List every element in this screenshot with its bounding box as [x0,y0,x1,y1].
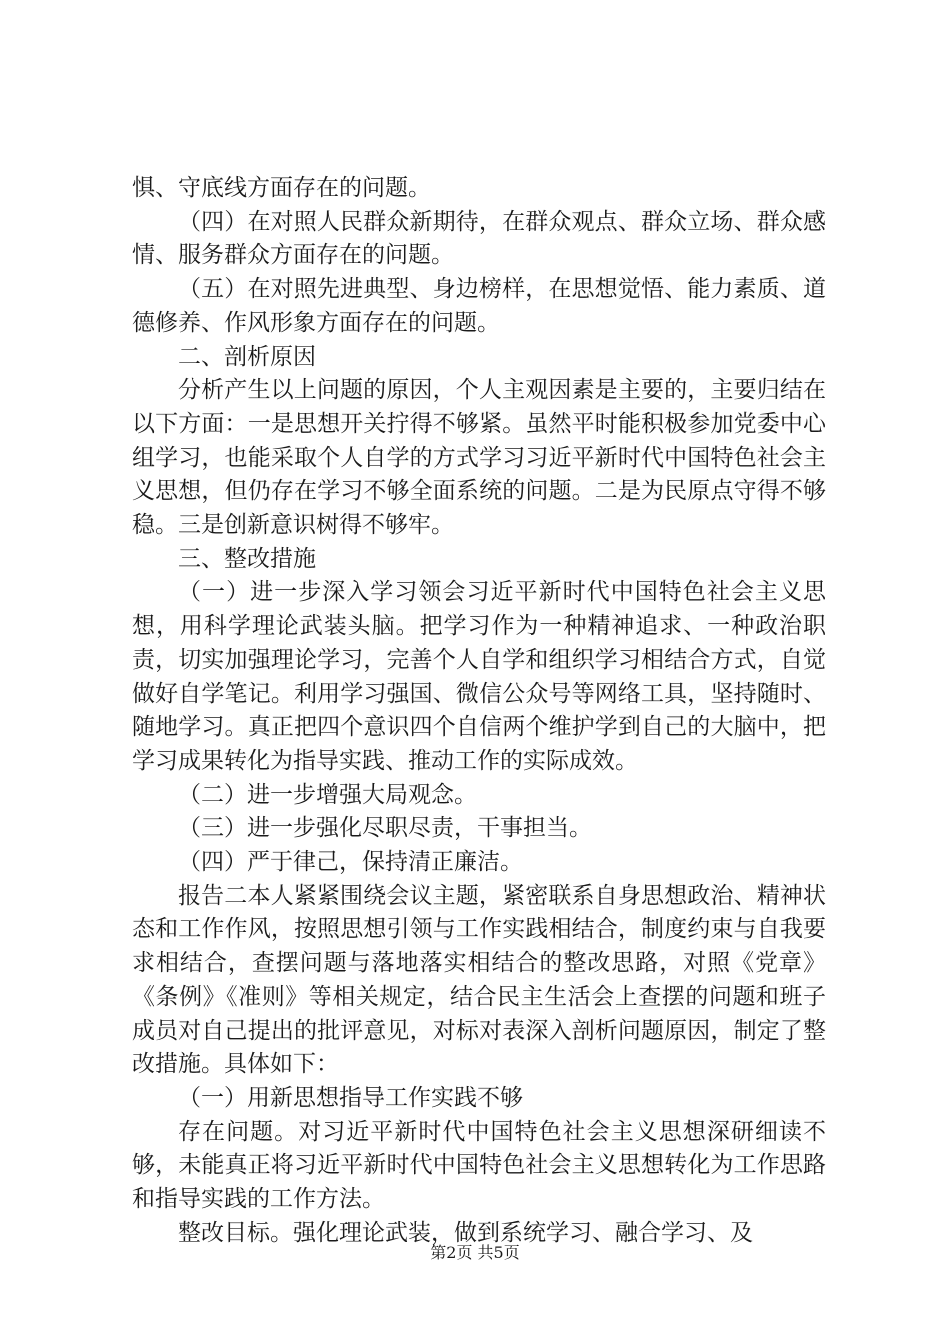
paragraph: 存在问题。对习近平新时代中国特色社会主义思想深研细读不够，未能真正将习近平新时代中国特色社会主义思想转化为工作思路和指导实践的工作方法。 [132,1118,826,1213]
paragraph: 报告二本人紧紧围绕会议主题，紧密联系自身思想政治、精神状态和工作作风，按照思想引领与工作实践相结合，制度约束与自我要求相结合，查摆问题与落地落实相结合的整改思路，对照《党章》《条例》《准则》等相关规定，结合民主生活会上查摆的问题和班子成员对自己提出的批评意见，对标对表深入剖析问题原因，制定了整改措施。具体如下： [132,882,826,1078]
paragraph: （五）在对照先进典型、身边榜样，在思想觉悟、能力素质、道德修养、作风形象方面存在的问题。 [132,276,826,336]
paragraph: （二）进一步增强大局观念。 [178,781,477,808]
document-body [132,172,826,1251]
paragraph: （一）进一步深入学习领会习近平新时代中国特色社会主义思想，用科学理论武装头脑。把学习作为一种精神追求、一种政治职责，切实加强理论学习，完善个人自学和组织学习相结合方式，自觉做好自学笔记。利用学习强国、微信公众号等网络工具，坚持随时、随地学习。真正把四个意识四个自信两个维护学到自己的大脑中，把学习成果转化为指导实践、推动工作的实际成效。 [132,579,826,774]
paragraph: （三）进一步强化尽职尽责，干事担当。 [178,815,592,842]
section-heading: 二、剖析原因 [178,343,316,370]
paragraph: 分析产生以上问题的原因，个人主观因素是主要的，主要归结在以下方面：一是思想开关拧得不够紧。虽然平时能积极参加党委中心组学习，也能采取个人自学的方式学习习近平新时代中国特色社会主义思想，但仍存在学习不够全面系统的问题。二是为民原点守得不够稳。三是创新意识树得不够牢。 [132,377,826,539]
page-footer [0,1243,950,1263]
page-number-label: 第2页 共5页 [430,1243,520,1262]
paragraph: （四）在对照人民群众新期待，在群众观点、群众立场、群众感情、服务群众方面存在的问题。 [132,208,826,269]
paragraph: 整改目标。强化理论武装，做到系统学习、融合学习、及 [178,1219,753,1246]
paragraph: 惧、守底线方面存在的问题。 [132,175,431,201]
paragraph: （四）严于律己，保持清正廉洁。 [178,849,523,876]
subsection-heading: （一）用新思想指导工作实践不够 [178,1084,523,1111]
section-heading: 三、整改措施 [178,545,316,572]
